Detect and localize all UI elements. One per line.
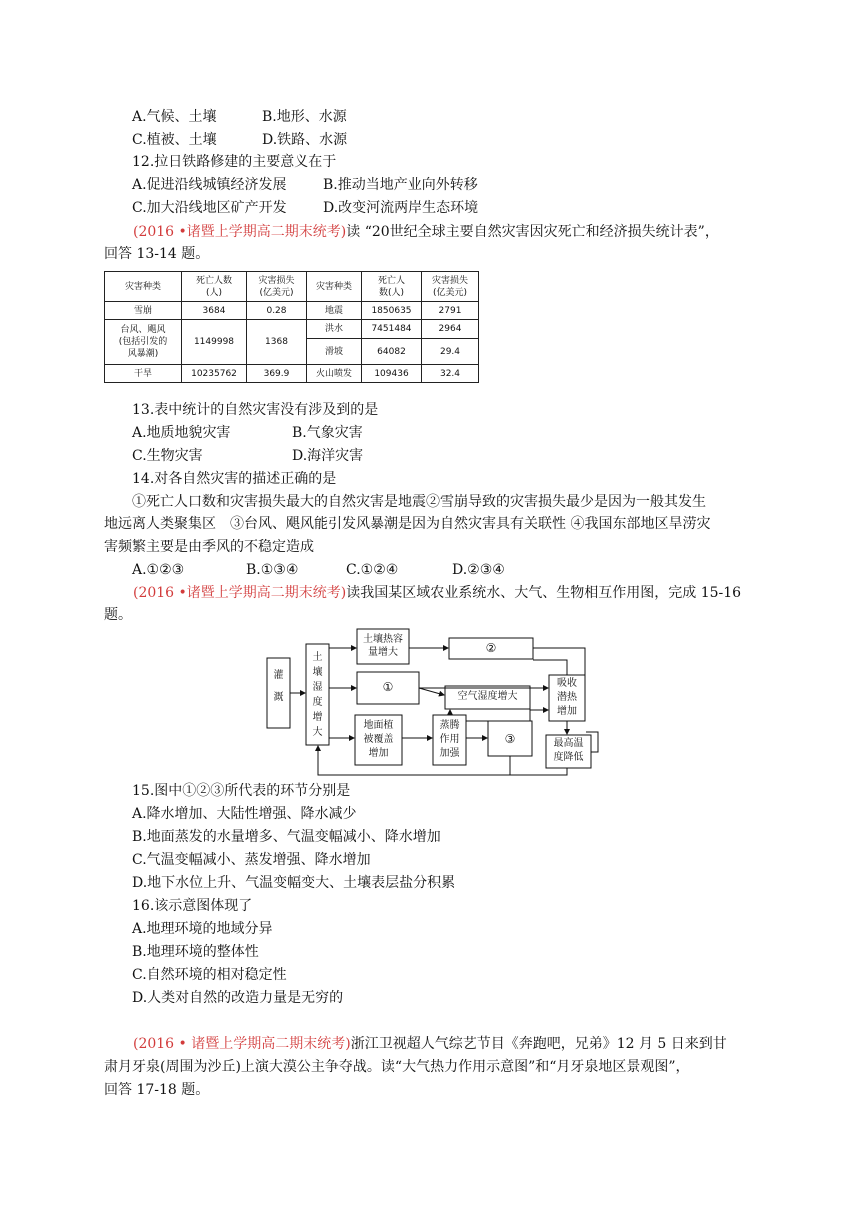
table-cell: 滑坡 <box>307 339 362 365</box>
q12-option-a: A.促进沿线城镇经济发展 <box>132 177 287 193</box>
source-citation: (2016 •诸暨上学期高二期末统考) <box>133 224 347 240</box>
table-cell: 2964 <box>422 320 479 339</box>
q15-option-d: D.地下水位上升、气温变幅变大、土壤表层盐分积累 <box>132 875 456 891</box>
q14-statement-line: 地远离人类聚集区 ③台风、飓风能引发风暴潮是因为自然灾害具有关联性 ④我国东部地区旱涝灾 <box>104 516 711 532</box>
label-latent-heat: 吸收 潜热 增加 <box>557 678 577 717</box>
table-cell: 29.4 <box>422 339 479 365</box>
intro-text: 读 “20世纪全球主要自然灾害因灾死亡和经济损失统计表”， <box>346 224 719 240</box>
table-cell: 32.4 <box>422 365 479 383</box>
label-transpiration: 蒸腾 作用 加强 <box>439 720 460 759</box>
q11-option-b: B.地形、水源 <box>262 109 347 125</box>
intro-15-16-cont: 题。 <box>104 607 132 623</box>
label-2: ② <box>485 641 497 655</box>
table-cell: 雪崩 <box>105 302 182 320</box>
table-cell: 2791 <box>422 302 479 320</box>
source-citation: (2016 •诸暨上学期高二期末统考) <box>133 585 347 601</box>
label-max-temp: 最高温 度降低 <box>553 738 584 763</box>
table-cell: 0.28 <box>247 302 307 320</box>
q16-option-c: C.自然环境的相对稳定性 <box>132 967 287 983</box>
q15-option-b: B.地面蒸发的水量增多、气温变幅减小、降水增加 <box>132 829 441 845</box>
table-header-cell: 灾害损失 (亿美元) <box>247 272 307 302</box>
table-header-cell: 灾害损失 (亿美元) <box>422 272 479 302</box>
q14-option-b: B.①③④ <box>246 562 299 578</box>
table-cell: 台风、飓风 (包括引发的 风暴潮) <box>105 320 182 365</box>
label-soil-humidity: 土 壤 湿 度 增 大 <box>312 652 323 738</box>
table-cell: 洪水 <box>307 320 362 339</box>
q16-option-b: B.地理环境的整体性 <box>132 944 259 960</box>
q14-statement-line: ①死亡人口数和灾害损失最大的自然灾害是地震②雪崩导致的灾害损失最少是因为一般其发生 <box>132 494 706 510</box>
table-cell: 3684 <box>182 302 247 320</box>
table-cell: 地震 <box>307 302 362 320</box>
intro-text: 读我国某区域农业系统水、大气、生物相互作用图，完成 15-16 <box>346 585 742 601</box>
table-cell: 1850635 <box>362 302 422 320</box>
q11-option-c: C.植被、土壤 <box>132 132 217 148</box>
label-vegetation: 地面植 被覆盖 增加 <box>363 720 394 759</box>
intro-13-14-cont: 回答 13-14 题。 <box>104 246 210 262</box>
label-air-humidity: 空气湿度增大 <box>457 691 518 702</box>
source-citation: (2016 • 诸暨上学期高二期末统考) <box>133 1036 351 1052</box>
q16-stem: 16.该示意图体现了 <box>132 898 253 914</box>
q15-stem: 15.图中①②③所代表的环节分别是 <box>132 783 351 799</box>
label-irrigation: 灌 溉 <box>273 670 284 703</box>
q15-option-a: A.降水增加、大陆性增强、降水减少 <box>132 806 357 822</box>
q13-option-a: A.地质地貌灾害 <box>132 425 231 441</box>
label-3: ③ <box>504 732 516 746</box>
table-cell: 64082 <box>362 339 422 365</box>
table-cell: 1368 <box>247 320 307 365</box>
q13-stem: 13.表中统计的自然灾害没有涉及到的是 <box>132 402 379 418</box>
q14-stem: 14.对各自然灾害的描述正确的是 <box>132 471 337 487</box>
table-cell: 7451484 <box>362 320 422 339</box>
table-cell: 109436 <box>362 365 422 383</box>
q14-option-d: D.②③④ <box>452 562 505 578</box>
label-1: ① <box>382 680 394 694</box>
q12-option-d: D.改变河流两岸生态环境 <box>323 200 479 216</box>
q14-statement-line: 害频繁主要是由季风的不稳定造成 <box>104 539 314 555</box>
q11-option-a: A.气候、土壤 <box>132 109 217 125</box>
intro-17-18-cont: 肃月牙泉(周围为沙丘)上演大漠公主争夺战。读“大气热力作用示意图”和“月牙泉地区景观图”， <box>104 1059 690 1075</box>
label-soil-heat: 土壤热容 量增大 <box>363 634 403 658</box>
q12-option-b: B.推动当地产业向外转移 <box>323 177 478 193</box>
q11-option-d: D.铁路、水源 <box>262 132 348 148</box>
q14-option-c: C.①②④ <box>346 562 399 578</box>
table-cell: 1149998 <box>182 320 247 365</box>
q16-option-a: A.地理环境的地域分异 <box>132 921 273 937</box>
q13-option-b: B.气象灾害 <box>292 425 363 441</box>
table-cell: 干旱 <box>105 365 182 383</box>
table-cell: 10235762 <box>182 365 247 383</box>
q12-option-c: C.加大沿线地区矿产开发 <box>132 200 287 216</box>
table-header-cell: 灾害种类 <box>105 272 182 302</box>
intro-17-18-cont: 回答 17-18 题。 <box>104 1082 210 1098</box>
table-header-cell: 灾害种类 <box>307 272 362 302</box>
intro-17-18 <box>133 1034 727 1054</box>
intro-text: 浙江卫视超人气综艺节目《奔跑吧，兄弟》12 月 5 日来到甘 <box>350 1036 727 1052</box>
q16-option-d: D.人类对自然的改造力量是无穷的 <box>132 990 344 1006</box>
q13-option-d: D.海洋灾害 <box>292 448 364 464</box>
table-cell: 火山喷发 <box>307 365 362 383</box>
q13-option-c: C.生物灾害 <box>132 448 203 464</box>
q12-stem: 12.拉日铁路修建的主要意义在于 <box>132 154 337 170</box>
q14-option-a: A.①②③ <box>132 562 185 578</box>
table-header-cell: 死亡人 数(人) <box>362 272 422 302</box>
q15-option-c: C.气温变幅减小、蒸发增强、降水增加 <box>132 852 371 868</box>
table-header-cell: 死亡人数 (人) <box>182 272 247 302</box>
table-cell: 369.9 <box>247 365 307 383</box>
